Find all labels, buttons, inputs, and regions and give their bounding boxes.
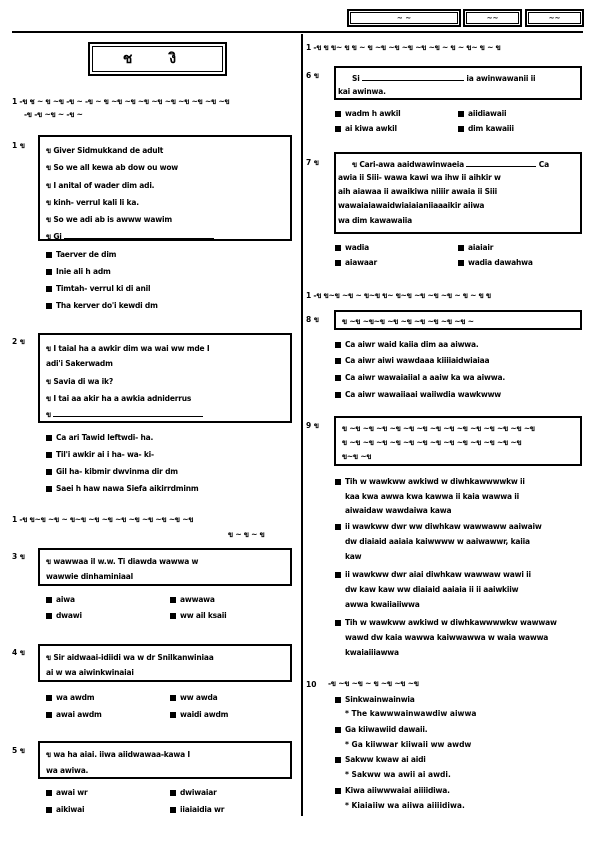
checkbox-icon[interactable] bbox=[46, 303, 52, 309]
header-box-3 bbox=[525, 9, 584, 27]
title-box bbox=[88, 42, 227, 76]
q9-option-2[interactable] bbox=[335, 522, 542, 531]
q1-option-4-label: Tha kerver do'i kewdi dm bbox=[56, 301, 158, 310]
q9-option-4-line-3: kwaiaiiiawwa bbox=[345, 648, 399, 657]
q3-option-2-label: awwawa bbox=[180, 595, 215, 604]
right-section1-heading: 1 -ข ข ข~ ข ข ~ ข ~ข ~ข ~ข ~ข ~ข ~ ข ~ ข~ ข ~ ข bbox=[306, 43, 501, 52]
q8-option-1[interactable] bbox=[335, 340, 479, 349]
q3-option-3[interactable] bbox=[46, 611, 82, 620]
checkbox-icon[interactable] bbox=[335, 572, 341, 578]
page-title: ช งิ bbox=[122, 51, 193, 67]
checkbox-icon[interactable] bbox=[335, 111, 341, 117]
q2-line-blank-label: ข bbox=[46, 410, 51, 419]
q6-option-4-label: dim kawaiii bbox=[468, 124, 514, 133]
q4-option-3-label: awai awdm bbox=[56, 710, 102, 719]
q2-option-3-label: Gil ha- kibmir dwvinma dir dm bbox=[56, 467, 178, 476]
checkbox-icon[interactable] bbox=[170, 613, 176, 619]
q9-option-1-line-2: kaa kwa awwa kwa kawwa ii kaia wawwa ii bbox=[345, 492, 519, 501]
question-9-number: 9 ข bbox=[306, 421, 319, 430]
q4-option-3[interactable] bbox=[46, 710, 102, 719]
q2-answer-blank[interactable] bbox=[53, 409, 203, 417]
checkbox-icon[interactable] bbox=[335, 392, 341, 398]
q8-option-3[interactable] bbox=[335, 373, 505, 382]
q2-line: ข I tai aa akir ha a awkia adniderrus bbox=[46, 394, 192, 403]
question-1-number: 1 ข bbox=[12, 141, 25, 150]
q7-option-4-label: wadia dawahwa bbox=[468, 258, 533, 267]
q7-option-3[interactable] bbox=[335, 258, 377, 267]
header-box-2 bbox=[463, 9, 522, 27]
checkbox-icon[interactable] bbox=[335, 479, 341, 485]
q10-option-3-sub: * Sakww wa awii ai awdi. bbox=[345, 770, 451, 779]
q6-line-2: kai awinwa. bbox=[338, 87, 386, 96]
q9-line: ข ~ข ~ข ~ข ~ข ~ข ~ข ~ข ~ข ~ข ~ข ~ข ~ข ~ข ~ข bbox=[342, 424, 535, 433]
q6-option-3[interactable] bbox=[335, 124, 397, 133]
q7-line: aih aiawaa ii awaikiwa niiiir awaia ii Siii bbox=[338, 187, 497, 196]
q6-option-3-label: ai kiwa awkil bbox=[345, 124, 397, 133]
checkbox-icon[interactable] bbox=[46, 269, 52, 275]
q2-line: ข I taial ha a awkir dim wa wai ww mde I bbox=[46, 344, 210, 353]
q8-option-4-label: Ca aiwr wawaiiaai waiiwdia wawkwww bbox=[345, 390, 502, 399]
checkbox-icon[interactable] bbox=[46, 486, 52, 492]
q5-option-1-label: awai wr bbox=[56, 788, 88, 797]
q6-option-4[interactable] bbox=[458, 124, 514, 133]
checkbox-icon[interactable] bbox=[46, 452, 52, 458]
q9-option-4[interactable] bbox=[335, 618, 557, 627]
question-10-number: 10 bbox=[306, 680, 317, 689]
question-3-number: 3 ข bbox=[12, 552, 25, 561]
q6-line-1-tail: ia awinwawanii ii bbox=[466, 74, 536, 83]
q9-option-4-line-2: wawd dw kaia wawwa kaiwwawwa w waia wawwa bbox=[345, 633, 549, 642]
header-box-1-label: ~ ~ bbox=[396, 14, 412, 22]
q7-option-2-label: aiaiair bbox=[468, 243, 494, 252]
q4-option-4-label: waidi awdm bbox=[180, 710, 229, 719]
q1-option-2-label: Inie ali h adm bbox=[56, 267, 111, 276]
q6-option-2-label: aiidiawaii bbox=[468, 109, 507, 118]
q10-option-4-sub-text: Kiaiaiiw wa aiiwa aiiiidiwa. bbox=[351, 801, 465, 810]
q7-line-1-tail: Ca bbox=[538, 160, 549, 169]
checkbox-icon[interactable] bbox=[458, 260, 464, 266]
q2-option-4-label: Saei h haw nawa Siefa aikirrdminm bbox=[56, 484, 199, 493]
checkbox-icon[interactable] bbox=[46, 469, 52, 475]
q6-option-1-label: wadm h awkil bbox=[345, 109, 401, 118]
q2-option-2-label: Til'i awkir ai i ha- wa- ki- bbox=[56, 450, 154, 459]
q8-option-4[interactable] bbox=[335, 390, 501, 399]
q10-option-1-sub: * The kawwwainwawdiw aiwwa bbox=[345, 709, 477, 718]
q3-option-3-label: dwawi bbox=[56, 611, 82, 620]
q5-option-2-label: dwiwaiar bbox=[180, 788, 217, 797]
q1-line: ข So we adi ab is awww wawim bbox=[46, 215, 172, 224]
q8-option-2[interactable] bbox=[335, 356, 489, 365]
q10-heading: -ข ~ข ~ข ~ ข ~ข ~ข ~ข bbox=[328, 679, 419, 688]
q4-line: ai w wa aiwinkwinaiai bbox=[46, 668, 134, 677]
q7-option-3-label: aiawaar bbox=[345, 258, 378, 267]
q1-option-3[interactable] bbox=[46, 284, 150, 293]
q2-line: ข Savia di wa ik? bbox=[46, 377, 113, 386]
q2-option-1-label: Ca ari Tawid leftwdi- ha. bbox=[56, 433, 154, 442]
checkbox-icon[interactable] bbox=[46, 252, 52, 258]
q10-option-3[interactable] bbox=[335, 755, 426, 764]
checkbox-icon[interactable] bbox=[46, 695, 52, 701]
column-divider bbox=[301, 34, 303, 816]
q5-option-3-label: aikiwai bbox=[56, 805, 85, 814]
q10-option-2[interactable] bbox=[335, 725, 427, 734]
q3-line: wawwie dinhaminiaal bbox=[46, 572, 133, 581]
left-section1-heading-cont: -ข -ข ~ข ~ -ข ~ bbox=[24, 110, 83, 119]
q1-option-2[interactable] bbox=[46, 267, 111, 276]
q3-option-2[interactable] bbox=[170, 595, 215, 604]
q2-line: adi'i Sakerwadm bbox=[46, 359, 113, 368]
q3-option-1[interactable] bbox=[46, 595, 75, 604]
q9-line: ข~ข ~ข bbox=[342, 452, 372, 461]
q10-option-2-main: Ga kiiwawiid dawaii. bbox=[345, 725, 428, 734]
checkbox-icon[interactable] bbox=[458, 126, 464, 132]
q7-option-1[interactable] bbox=[335, 243, 369, 252]
left-section2-heading: 1 -ข ข~ข ~ข ~ ข~ข ~ข ~ข ~ข ~ข ~ข ~ข ~ข ~ข bbox=[12, 515, 194, 524]
checkbox-icon[interactable] bbox=[46, 790, 52, 796]
checkbox-icon[interactable] bbox=[335, 260, 341, 266]
checkbox-icon[interactable] bbox=[335, 375, 341, 381]
q10-option-3-main: Sakww kwaw ai aidi bbox=[345, 755, 426, 764]
q8-option-3-label: Ca aiwr wawaiaiial a aaiw ka wa aiwwa. bbox=[345, 373, 506, 382]
checkbox-icon[interactable] bbox=[46, 613, 52, 619]
question-5-number: 5 ข bbox=[12, 746, 25, 755]
checkbox-icon[interactable] bbox=[46, 286, 52, 292]
checkbox-icon[interactable] bbox=[335, 524, 341, 530]
checkbox-icon[interactable] bbox=[46, 597, 52, 603]
checkbox-icon[interactable] bbox=[335, 126, 341, 132]
q7-line-1 bbox=[352, 159, 549, 171]
q1-line-blank bbox=[46, 231, 214, 243]
q1-answer-blank[interactable] bbox=[64, 231, 214, 239]
q7-option-2[interactable] bbox=[458, 243, 493, 252]
q2-option-2[interactable] bbox=[46, 450, 154, 459]
left-section1-heading: 1 -ข ช ~ ข ~ข -ข ~ -ข ~ ข ~ข ~ข ~ข ~ข ~ข ~ข ~ข ~ข ~ข bbox=[12, 97, 230, 106]
checkbox-icon[interactable] bbox=[335, 697, 341, 703]
q4-option-1[interactable] bbox=[46, 693, 94, 702]
q7-line-1-label: ข Cari-awa aaidwawinwaeia bbox=[352, 160, 464, 169]
q4-option-1-label: wa awdm bbox=[56, 693, 95, 702]
checkbox-icon[interactable] bbox=[458, 111, 464, 117]
q7-line: wawaiaiawaidwiaiaianiiaaaikir aiiwa bbox=[338, 201, 485, 210]
q4-line: ข Sir aidwaai-idiidi wa w dr Snilkanwiniaa bbox=[46, 653, 214, 662]
q5-line: ข wa ha aiai. iiwa aiidwawaa-kawa I bbox=[46, 750, 190, 759]
q9-option-1[interactable] bbox=[335, 477, 525, 486]
q7-line: wa dim kawawaiia bbox=[338, 216, 412, 225]
q9-option-2-line-2: dw diaiaid aaiaia kaiwwww w aaiwawwr, kaiia bbox=[345, 537, 530, 546]
q2-option-1[interactable] bbox=[46, 433, 153, 442]
q1-line: ข So we all kewa ab dow ou wow bbox=[46, 163, 179, 172]
q10-option-2-sub-text: Ga kiiwwar kiiwaii ww awdw bbox=[351, 740, 472, 749]
q5-option-4-label: iiaiaidia wr bbox=[180, 805, 225, 814]
header-box-3-label: ~~ bbox=[548, 14, 561, 22]
q3-option-4[interactable] bbox=[170, 611, 227, 620]
q9-option-3-line-3: awwa kwaiiaiiwwa bbox=[345, 600, 420, 609]
q7-option-1-label: wadia bbox=[345, 243, 369, 252]
question-7-number: 7 ข bbox=[306, 158, 319, 167]
question-8-number: 8 ข bbox=[306, 315, 319, 324]
checkbox-icon[interactable] bbox=[335, 358, 341, 364]
q9-option-2-line-1: ii wawkww dwr ww diwhkaw wawwaww aaiwaiw bbox=[345, 522, 542, 531]
q4-option-2[interactable] bbox=[170, 693, 218, 702]
q10-option-3-sub-text: Sakww wa awii ai awdi. bbox=[351, 770, 451, 779]
q5-line: wa awiwa. bbox=[46, 766, 89, 775]
right-section2-heading: 1 -ข ข~ข ~ข ~ ข~ข ข~ ข~ข ~ข ~ข ~ข ~ ข ~ ข ข bbox=[306, 291, 491, 300]
q9-option-2-line-3: kaw bbox=[345, 552, 362, 561]
checkbox-icon[interactable] bbox=[335, 342, 341, 348]
q6-option-2[interactable] bbox=[458, 109, 506, 118]
header-box-1 bbox=[347, 9, 461, 27]
checkbox-icon[interactable] bbox=[170, 807, 176, 813]
q7-option-4[interactable] bbox=[458, 258, 533, 267]
checkbox-icon[interactable] bbox=[46, 435, 52, 441]
checkbox-icon[interactable] bbox=[46, 712, 52, 718]
q8-option-1-label: Ca aiwr waid kaiia dim aa aiwwa. bbox=[345, 340, 479, 349]
q3-option-1-label: aiwa bbox=[56, 595, 75, 604]
q2-line-blank bbox=[46, 409, 203, 421]
checkbox-icon[interactable] bbox=[170, 712, 176, 718]
q1-option-3-label: Timtah- verrul ki di anil bbox=[56, 284, 151, 293]
q3-line: ข wawwaa il w.w. Ti diawda wawwa w bbox=[46, 557, 199, 566]
q5-option-1[interactable] bbox=[46, 788, 87, 797]
q1-line-blank-label: ข Gi bbox=[46, 232, 62, 241]
checkbox-icon[interactable] bbox=[170, 695, 176, 701]
q10-option-4[interactable] bbox=[335, 786, 450, 795]
q9-option-3-line-1: ii wawkww dwr aiai diwhkaw wawwaw wawi ii bbox=[345, 570, 531, 579]
q2-option-3[interactable] bbox=[46, 467, 178, 476]
checkbox-icon[interactable] bbox=[335, 757, 341, 763]
top-rule bbox=[12, 31, 583, 33]
q5-option-2[interactable] bbox=[170, 788, 217, 797]
q4-option-2-label: ww awda bbox=[180, 693, 218, 702]
q1-option-1-label: Taerver de dim bbox=[56, 250, 117, 259]
q8-option-2-label: Ca aiwr aiwi wawdaaa kiiiiaidwiaiaa bbox=[345, 356, 490, 365]
q6-answer-blank[interactable] bbox=[362, 73, 464, 81]
q9-option-4-line-1: Tih w wawkww awkiwd w diwhkawwwwkw wawwaw bbox=[345, 618, 557, 627]
checkbox-icon[interactable] bbox=[170, 597, 176, 603]
q10-option-1-main: Sinkwainwainwia bbox=[345, 695, 415, 704]
header-box-2-label: ~~ bbox=[486, 14, 499, 22]
q10-option-1[interactable] bbox=[335, 695, 415, 704]
q10-option-1-sub-text: The kawwwainwawdiw aiwwa bbox=[351, 709, 477, 718]
q1-line: ข I anital of wader dim adi. bbox=[46, 181, 155, 190]
q1-option-4[interactable] bbox=[46, 301, 158, 310]
q10-option-4-sub: * Kiaiaiiw wa aiiwa aiiiidiwa. bbox=[345, 801, 465, 810]
q4-option-4[interactable] bbox=[170, 710, 228, 719]
q9-option-3[interactable] bbox=[335, 570, 531, 579]
q8-line: ข ~ข ~ข~ข ~ข ~ข ~ข ~ข ~ข ~ข ~ bbox=[342, 317, 474, 326]
q1-line: ข Giver Sidmukkand de adult bbox=[46, 146, 164, 155]
q9-line: ข ~ข ~ข ~ข ~ข ~ข ~ข ~ข ~ข ~ข ~ข ~ข ~ข ~ข bbox=[342, 438, 522, 447]
question-6-number: 6 ข bbox=[306, 71, 319, 80]
checkbox-icon[interactable] bbox=[335, 245, 341, 251]
checkbox-icon[interactable] bbox=[335, 727, 341, 733]
q5-option-4[interactable] bbox=[170, 805, 224, 814]
question-4-number: 4 ข bbox=[12, 648, 25, 657]
q9-option-1-line-3: aiwaidaw wawdaiwa kawa bbox=[345, 506, 452, 515]
checkbox-icon[interactable] bbox=[46, 807, 52, 813]
q5-option-3[interactable] bbox=[46, 805, 84, 814]
q7-line: awia ii Siii- wawa kawi wa ihw ii aihkir w bbox=[338, 173, 501, 182]
q1-option-1[interactable] bbox=[46, 250, 116, 259]
q9-option-1-line-1: Tih w wawkww awkiwd w diwhkawwwwkw ii bbox=[345, 477, 525, 486]
q6-line-1-label: Si bbox=[352, 74, 360, 83]
checkbox-icon[interactable] bbox=[335, 620, 341, 626]
q2-option-4[interactable] bbox=[46, 484, 199, 493]
checkbox-icon[interactable] bbox=[335, 788, 341, 794]
checkbox-icon[interactable] bbox=[170, 790, 176, 796]
question-2-number: 2 ข bbox=[12, 337, 25, 346]
q9-option-3-line-2: dw kaw kaw ww diaiaid aaiaia ii ii aaiwkiiw bbox=[345, 585, 519, 594]
q10-option-4-main: Kiwa aiiwwwaiai aiiiidiwa. bbox=[345, 786, 450, 795]
q1-line: ข kinh- verrul kali li ka. bbox=[46, 198, 139, 207]
q6-line-1 bbox=[352, 73, 535, 83]
q3-option-4-label: ww ail ksaii bbox=[180, 611, 227, 620]
q6-option-1[interactable] bbox=[335, 109, 400, 118]
checkbox-icon[interactable] bbox=[458, 245, 464, 251]
q10-option-2-sub: * Ga kiiwwar kiiwaii ww awdw bbox=[345, 740, 472, 749]
q7-answer-blank[interactable] bbox=[466, 159, 536, 167]
left-section2-heading-cont: ข ~ ข ~ ข bbox=[228, 530, 265, 539]
